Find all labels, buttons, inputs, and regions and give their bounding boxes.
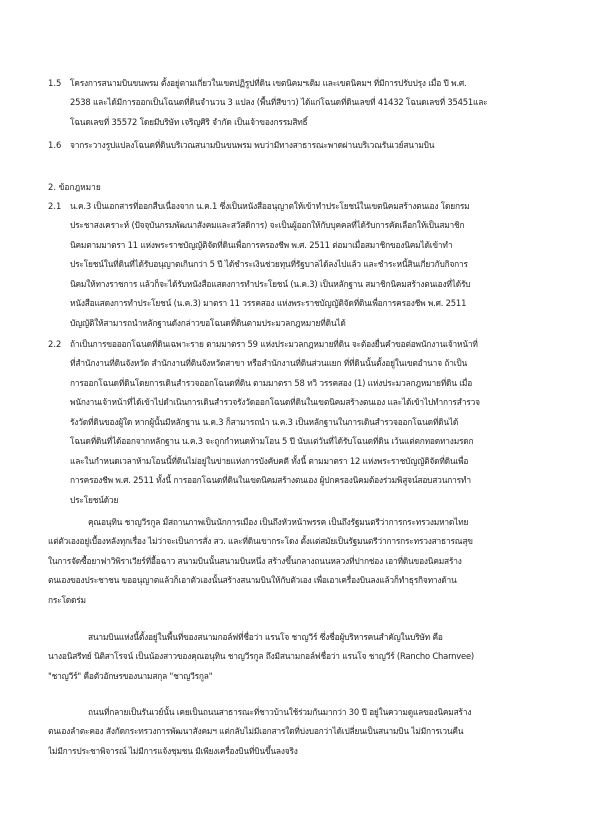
text-line: นิคมตามมาตรา 11 แห่งพระราชบัญญัติจัดที่ดินเพื่อการครองชีพ พ.ศ. 2511 ต่อมาเมื่อสมาชิกของนิคมได้เข้าทำ	[70, 240, 453, 250]
text-line: การออกโฉนดที่ดินโดยการเดินสำรวจออกโฉนดที่ดิน ตามมาตรา 58 ทวิ วรรคสอง (1) แห่งประมวลกฎหมายที่ดิน เมื่อ	[70, 378, 473, 388]
section-heading: 2. ข้อกฎหมาย	[48, 182, 101, 192]
text-line: 2538 และได้มีการออกเป็นโฉนดที่ดินจำนวน 3 แปลง (พื้นที่สีขาว) ได้แก่โฉนดที่ดินเลขที่ 41432 โฉนดเลขที่ 35451และ	[70, 97, 488, 107]
section-number: 1.5	[48, 78, 62, 88]
text-line: กระโดดร่ม	[48, 595, 86, 605]
text-line: น.ค.3 เป็นเอกสารที่ออกสืบเนื่องจาก น.ค.1 ซึ่งเป็นหนังสืออนุญาตให้เข้าทำประโยชน์ในเขตนิคมสร้างตนเอง โดยกรม	[70, 201, 470, 211]
text-line: ไม่มีการประชาพิจารณ์ ไม่มีการแจ้งชุมชน มีเพียงเครื่องบินที่บินขึ้นลงจริง	[48, 746, 298, 756]
text-line: พนักงานเจ้าหน้าที่ได้เข้าไปดำเนินการเดินสำรวจรังวัดออกโฉนดที่ดินในเขตนิคมสร้างตนเอง และได้เข้าไปทำการสำรวจ	[70, 397, 480, 407]
text-line: รังวัดที่ดินของผู้ใด หากผู้นั้นมีหลักฐาน น.ค.3 ก็สามารถนำ น.ค.3 เป็นหลักฐานในการเดินสำรวจออกโฉนดที่ดินได้	[70, 417, 459, 427]
text-line: สนามบินแห่งนี้ตั้งอยู่ในพื้นที่ของสนามกอล์ฟที่ชื่อว่า แรนโจ ชาญวีร์ ซึ่งชื่อผู้บริหารคนสำคัญในบริษัท คือ	[88, 632, 443, 642]
text-line: ประโยชน์ในที่ดินที่ได้รับอนุญาตเกินกว่า 5 ปี ได้ชำระเงินช่วยทุนที่รัฐบาลได้ลงไปแล้ว และชำระหนี้สินเกี่ยวกับกิจการ	[70, 259, 468, 269]
text-line: แต่ตัวเองอยู่เบื้องหลังทุกเรื่อง ไม่ว่าจะเป็นการสั่ง สว. และที่ดินเขากระโดง ตั้งแต่สมัยเป็นรัฐมนตรีว่าการกระทรวงสาธารณสุข	[48, 536, 473, 546]
text-line: ตนเองของประชาชน ขออนุญาตแล้วก็เอาตัวเองนั้นสร้างสนามบินให้กับตัวเอง เพื่อเอาเครื่องบินลงแล้วก็ทำธุรกิจทางด้าน	[48, 575, 457, 585]
text-line: นางอนิสรีทย์ นิติสาโรจน์ เป็นน้องสาวของคุณอนุทิน ชาญวีรกูล ถึงมีสนามกอล์ฟชื่อว่า แรนโจ ชาญวีร์ (Rancho Charnvee)	[48, 651, 474, 661]
text-line: โฉนดเลขที่ 35572 โดยมีบริษัท เจริญศิริ จำกัด เป็นเจ้าของกรรมสิทธิ์	[70, 117, 308, 127]
section-number: 1.6	[48, 140, 62, 150]
section-number: 2.1	[48, 201, 62, 211]
text-line: ถ้าเป็นการขอออกโฉนดที่ดินเฉพาะราย ตามมาตรา 59 แห่งประมวลกฎหมายที่ดิน จะต้องยื่นคำขอต่อพนักงานเจ้าหน้าที่	[70, 339, 478, 349]
text-line: คุณอนุทิน ชาญวีรกูล มีสถานภาพเป็นนักการเมือง เป็นถึงหัวหน้าพรรค เป็นถึงรัฐมนตรีว่าการกระทรวงมหาดไทย	[88, 517, 469, 527]
text-line: ประโยชน์ด้วย	[70, 495, 119, 505]
section-number: 2.2	[48, 339, 62, 349]
text-line: บัญญัติให้สามารถนำหลักฐานดังกล่าวขอโฉนดที่ดินตามประมวลกฎหมายที่ดินได้	[70, 318, 346, 328]
text-line: โฉนดที่ดินที่ได้ออกจากหลักฐาน น.ค.3 จะถูกกำหนดห้ามโอน 5 ปี นับแต่วันที่ได้รับโฉนดที่ดิน เว้นแต่ตกทอดทางมรดก	[70, 436, 474, 446]
text-line: ที่สำนักงานที่ดินจังหวัด สำนักงานที่ดินจังหวัดสาขา หรือสำนักงานที่ดินส่วนแยก ที่ที่ดินนั้นตั้งอยู่ในเขตอำนาจ ถ้าเป็น	[70, 358, 468, 368]
text-line: นิคมให้ทางราชการ แล้วก็จะได้รับหนังสือแสดงการทำประโยชน์ (น.ค.3) เป็นหลักฐาน สมาชิกนิคมสร้างตนเองที่ได้รับ	[70, 279, 471, 289]
text-line: ในการจัดซื้อยาฟาวิพิราเวียร์ที่อื้อฉาว สนามบินนั้นสนามบินหนึ่ง สร้างขึ้นกลางถนนหลวงที่ปากช่อง เอาที่ดินของนิคมสร้าง	[48, 556, 462, 566]
text-line: ถนนที่กลายเป็นรันเวย์นั้น เคยเป็นถนนสาธารณะที่ชาวบ้านใช้ร่วมกันมากว่า 30 ปี อยู่ในความดูแลของนิคมสร้าง	[88, 707, 472, 717]
text-line: ประชาสงเคราะห์ (ปัจจุบันกรมพัฒนาสังคมและสวัสดิการ) จะเป็นผู้ออกให้กับบุคคลที่ได้รับการคัดเลือกให้เป็นสมาชิก	[70, 220, 465, 230]
text-line: จากระวางรูปแปลงโฉนดที่ดินบริเวณสนามบินขนพรม พบว่ามีทางสาธารณะพาดผ่านบริเวณรันเวย์สนามบิน	[70, 140, 435, 150]
text-line: ตนเองลำตะคอง สังกัดกระทรวงการพัฒนาสังคมฯ แต่กลับไม่มีเอกสารใดที่บ่งบอกว่าได้เปลี่ยนเป็นสนามบิน ไม่มีการเวนคืน	[48, 726, 464, 736]
text-line: โครงการสนามบินขนพรม ตั้งอยู่ตามเกี่ยวในเขตปฏิรูปที่ดิน เขตนิคมฯเดิม และเขตนิคมฯ ที่มีการปรับปรุง เมื่อ ปี พ.ศ.	[70, 78, 467, 88]
text-line: การครองชีพ พ.ศ. 2511 ทั้งนี้ การออกโฉนดที่ดินในเขตนิคมสร้างตนเอง ผู้ปกครองนิคมต้องร่วมพิสูจน์สอบสวนการทำ	[70, 475, 471, 485]
text-line: "ชาญวีร์" คือตัวอักษรของนามสกุล "ชาญวีรกูล"	[48, 671, 213, 681]
text-line: หนังสือแสดงการทำประโยชน์ (น.ค.3) มาตรา 11 วรรคสอง แห่งพระราชบัญญัติจัดที่ดินเพื่อการครองชีพ พ.ศ. 2511	[70, 298, 467, 308]
text-line: และในกำหนดเวลาห้ามโอนนี้ที่ดินไม่อยู่ในข่ายแห่งการบังคับคดี ทั้งนี้ ตามมาตรา 12 แห่งพระราชบัญญัติจัดที่ดินเพื่อ	[70, 456, 469, 466]
